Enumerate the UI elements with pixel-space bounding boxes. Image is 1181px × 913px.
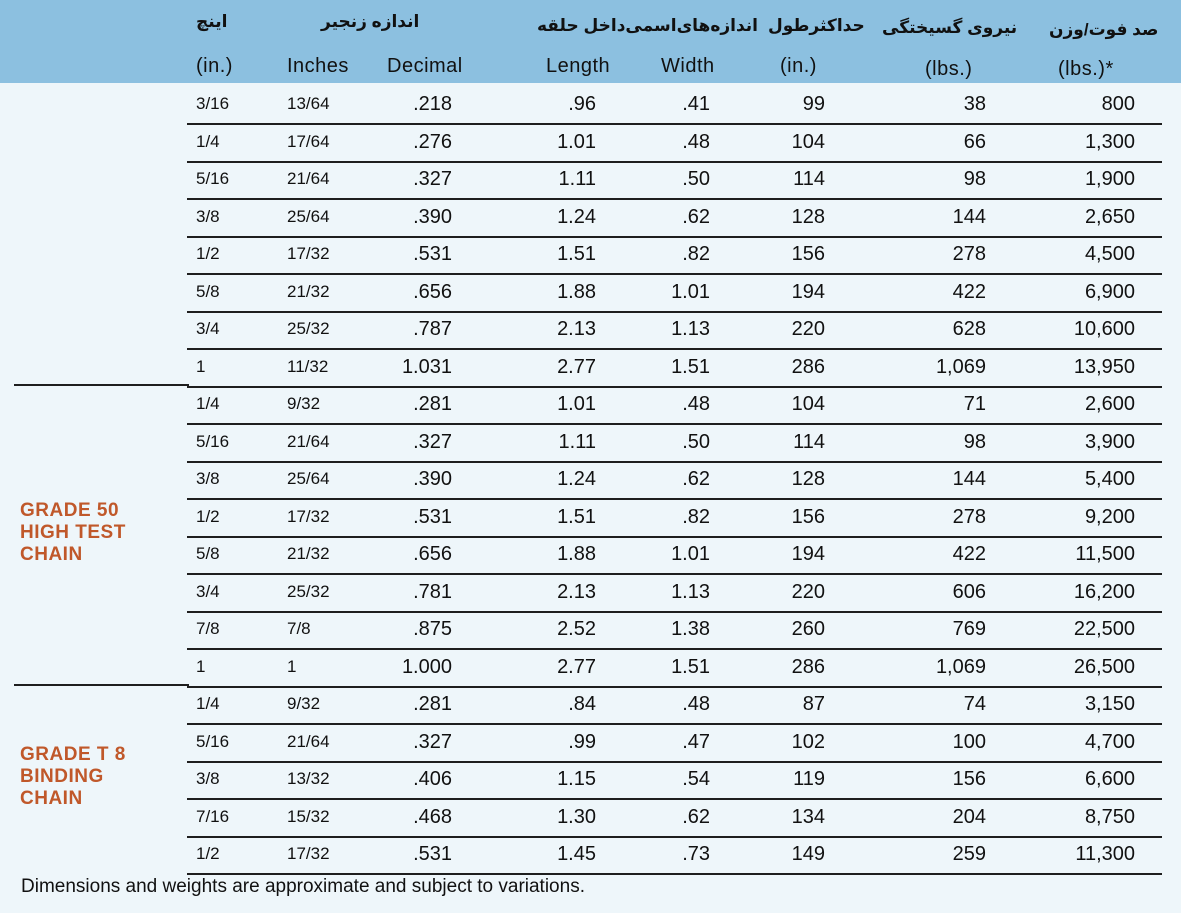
inside-length-cell: 2.52 [557, 618, 596, 640]
inside-length-cell: 1.88 [557, 280, 596, 303]
trade-size-inches-cell: 11/32 [287, 356, 329, 376]
nominal-inch-cell: 3/8 [196, 769, 220, 788]
header-lbs-star: (lbs.)* [1058, 58, 1114, 80]
header-length: Length [546, 55, 611, 77]
table-row [187, 574, 1162, 613]
weight-per-100ft-cell: 16,200 [1073, 580, 1135, 603]
weight-per-100ft-cell: 6,600 [1084, 768, 1135, 790]
header-decimal: Decimal [387, 55, 463, 77]
nominal-inch-cell: 7/16 [196, 806, 230, 826]
trade-size-inches-cell: 17/32 [287, 844, 330, 863]
trade-size-decimal-cell: .406 [413, 768, 452, 790]
nominal-inch-cell: 3/4 [196, 581, 220, 601]
inside-length-cell: 1.11 [558, 168, 596, 190]
table-row [187, 761, 1162, 800]
trade-size-inches-cell: 21/64 [287, 731, 330, 751]
nominal-inch-cell: 1/4 [196, 394, 220, 413]
inside-length-cell: 1.01 [557, 393, 596, 415]
trade-size-inches-cell: 25/32 [287, 319, 330, 338]
weight-per-100ft-cell: 26,500 [1073, 655, 1135, 678]
inside-width-cell: 1.38 [671, 618, 710, 640]
grade-label-line: GRADE T 8 [20, 743, 126, 765]
trade-size-decimal-cell: .787 [413, 318, 452, 340]
header-max-length-fa: حداکثرطول [768, 16, 865, 35]
max-length-cell: 99 [802, 93, 825, 115]
weight-per-100ft-cell: 1,900 [1084, 168, 1135, 190]
breaking-force-cell: 98 [963, 430, 986, 453]
table-row [187, 349, 1162, 388]
nominal-inch-cell: 1/2 [196, 506, 220, 526]
trade-size-decimal-cell: .281 [413, 693, 452, 715]
trade-size-decimal-cell: .327 [413, 730, 452, 753]
breaking-force-cell: 278 [952, 505, 986, 528]
inside-length-cell: .84 [568, 693, 596, 715]
breaking-force-cell: 156 [952, 768, 986, 790]
weight-per-100ft-cell: 3,150 [1084, 693, 1135, 715]
max-length-cell: 260 [791, 618, 825, 640]
table-row [187, 686, 1162, 725]
trade-size-decimal-cell: .327 [413, 168, 452, 190]
inside-width-cell: 1.13 [671, 580, 710, 603]
nominal-inch-cell: 5/8 [196, 281, 220, 301]
trade-size-inches-cell: 21/32 [287, 281, 330, 301]
inside-width-cell: .41 [682, 93, 710, 115]
header-in: (in.) [196, 55, 233, 77]
max-length-cell: 102 [791, 730, 825, 753]
nominal-inch-cell: 5/16 [196, 169, 230, 188]
breaking-force-cell: 71 [963, 393, 986, 415]
trade-size-decimal-cell: .468 [413, 805, 452, 828]
weight-per-100ft-cell: 2,600 [1084, 393, 1135, 415]
max-length-cell: 128 [791, 468, 825, 490]
inside-length-cell: 2.77 [557, 655, 596, 678]
trade-size-decimal-cell: .531 [413, 243, 452, 265]
table-row [187, 499, 1162, 538]
inside-width-cell: .82 [682, 243, 710, 265]
trade-size-decimal-cell: .531 [413, 505, 452, 528]
group-divider [14, 384, 189, 386]
trade-size-inches-cell: 21/64 [287, 169, 330, 188]
inside-length-cell: .99 [568, 730, 596, 753]
inside-length-cell: .96 [568, 93, 596, 115]
table-row [187, 424, 1162, 463]
max-length-cell: 286 [791, 655, 825, 678]
inside-width-cell: 1.51 [671, 655, 710, 678]
max-length-cell: 104 [791, 393, 825, 415]
trade-size-inches-cell: 17/32 [287, 506, 330, 526]
table-row [187, 611, 1162, 650]
weight-per-100ft-cell: 4,700 [1084, 730, 1135, 753]
breaking-force-cell: 606 [952, 580, 986, 603]
inside-length-cell: 2.77 [557, 355, 596, 378]
nominal-inch-cell: 3/8 [196, 206, 220, 226]
table-row [187, 536, 1162, 575]
breaking-force-cell: 1,069 [935, 355, 986, 378]
grade-label-line: CHAIN [20, 544, 83, 565]
breaking-force-cell: 38 [963, 93, 986, 115]
inside-length-cell: 1.30 [557, 805, 596, 828]
inside-width-cell: .82 [682, 505, 710, 528]
trade-size-inches-cell: 25/64 [287, 206, 330, 226]
weight-per-100ft-cell: 11,300 [1075, 843, 1135, 865]
inside-width-cell: .48 [682, 693, 710, 715]
breaking-force-cell: 1,069 [935, 655, 986, 678]
nominal-inch-cell: 1/2 [196, 844, 220, 863]
trade-size-inches-cell: 17/32 [287, 244, 330, 263]
inside-length-cell: 2.13 [557, 318, 596, 340]
trade-size-decimal-cell: 1.000 [401, 655, 452, 678]
trade-size-decimal-cell: .875 [413, 618, 452, 640]
trade-size-inches-cell: 17/64 [287, 131, 330, 151]
weight-per-100ft-cell: 22,500 [1073, 618, 1135, 640]
table-row [187, 86, 1162, 125]
breaking-force-cell: 204 [952, 805, 986, 828]
table-row [187, 199, 1162, 238]
trade-size-decimal-cell: .281 [413, 393, 452, 415]
inside-length-cell: 1.88 [557, 543, 596, 565]
table-row [187, 274, 1162, 313]
table-row [187, 311, 1162, 350]
max-length-cell: 149 [791, 843, 825, 865]
trade-size-inches-cell: 13/32 [287, 769, 330, 788]
nominal-inch-cell: 5/8 [196, 544, 220, 563]
max-length-cell: 114 [793, 430, 825, 453]
breaking-force-cell: 100 [952, 730, 986, 753]
inside-length-cell: 1.51 [557, 243, 596, 265]
inside-length-cell: 1.24 [557, 205, 596, 228]
weight-per-100ft-cell: 5,400 [1084, 468, 1135, 490]
inside-width-cell: .47 [682, 730, 710, 753]
trade-size-inches-cell: 25/64 [287, 469, 330, 488]
max-length-cell: 194 [791, 543, 825, 565]
breaking-force-cell: 628 [952, 318, 986, 340]
nominal-inch-cell: 1/4 [196, 131, 220, 151]
weight-per-100ft-cell: 4,500 [1084, 243, 1135, 265]
inside-length-cell: 1.11 [558, 430, 596, 453]
weight-per-100ft-cell: 3,900 [1084, 430, 1135, 453]
trade-size-inches-cell: 21/64 [287, 431, 330, 451]
table-row [187, 386, 1162, 425]
group-divider [14, 684, 189, 686]
header-chain-size-fa: اندازه زنجیر [321, 12, 420, 31]
table-row [187, 649, 1162, 688]
header-width: Width [661, 55, 715, 77]
inside-length-cell: 1.01 [557, 130, 596, 153]
max-length-cell: 220 [791, 580, 825, 603]
inside-width-cell: .48 [682, 393, 710, 415]
inside-width-cell: .54 [682, 768, 710, 790]
inside-length-cell: 1.24 [557, 468, 596, 490]
weight-per-100ft-cell: 11,500 [1075, 543, 1135, 565]
trade-size-inches-cell: 25/32 [287, 581, 330, 601]
header-inches: Inches [287, 55, 349, 77]
breaking-force-cell: 98 [963, 168, 986, 190]
table-row [187, 724, 1162, 763]
max-length-cell: 134 [791, 805, 825, 828]
max-length-cell: 114 [793, 168, 825, 190]
max-length-cell: 220 [791, 318, 825, 340]
nominal-inch-cell: 1 [196, 356, 206, 376]
weight-per-100ft-cell: 13,950 [1073, 355, 1135, 378]
grade-label-line: HIGH TEST [20, 522, 126, 543]
table-row [187, 836, 1162, 875]
weight-per-100ft-cell: 800 [1101, 93, 1135, 115]
breaking-force-cell: 769 [952, 618, 986, 640]
breaking-force-cell: 422 [952, 543, 986, 565]
header-max-in: (in.) [780, 55, 817, 77]
trade-size-inches-cell: 9/32 [287, 394, 321, 413]
weight-per-100ft-cell: 1,300 [1084, 130, 1135, 153]
grade-label-line: GRADE 50 [20, 500, 120, 521]
trade-size-inches-cell: 9/32 [287, 694, 321, 713]
inside-length-cell: 1.45 [557, 843, 596, 865]
trade-size-decimal-cell: .327 [413, 430, 452, 453]
header-inner-size-fa: اندازه‌های‌اسمی‌داخل حلقه [537, 16, 759, 35]
trade-size-decimal-cell: .390 [413, 468, 452, 490]
nominal-inch-cell: 3/16 [196, 94, 230, 113]
trade-size-inches-cell: 15/32 [287, 806, 330, 826]
inside-width-cell: .62 [682, 468, 710, 490]
inside-length-cell: 1.51 [557, 505, 596, 528]
table-row [187, 161, 1162, 200]
header-lbs: (lbs.) [925, 58, 973, 80]
inside-width-cell: .73 [682, 843, 710, 865]
inside-length-cell: 1.15 [557, 768, 596, 790]
nominal-inch-cell: 1 [196, 656, 206, 676]
weight-per-100ft-cell: 8,750 [1084, 805, 1135, 828]
max-length-cell: 286 [791, 355, 825, 378]
inside-width-cell: .50 [682, 168, 710, 190]
weight-per-100ft-cell: 2,650 [1084, 205, 1135, 228]
trade-size-decimal-cell: .276 [413, 130, 452, 153]
table-row [187, 236, 1162, 275]
inside-width-cell: 1.01 [671, 280, 710, 303]
inside-width-cell: .62 [682, 805, 710, 828]
inside-width-cell: 1.51 [671, 355, 710, 378]
inside-width-cell: .50 [682, 430, 710, 453]
max-length-cell: 104 [791, 130, 825, 153]
trade-size-decimal-cell: .218 [413, 93, 452, 115]
footnote: Dimensions and weights are approximate and subject to variations. [21, 876, 585, 897]
trade-size-decimal-cell: .531 [413, 843, 452, 865]
max-length-cell: 87 [802, 693, 825, 715]
grade-label [20, 744, 126, 810]
breaking-force-cell: 259 [952, 843, 986, 865]
nominal-inch-cell: 7/8 [196, 619, 220, 638]
table-row [187, 799, 1162, 838]
breaking-force-cell: 144 [952, 205, 986, 228]
trade-size-decimal-cell: .656 [413, 280, 452, 303]
nominal-inch-cell: 3/4 [196, 319, 220, 338]
max-length-cell: 119 [793, 768, 825, 790]
nominal-inch-cell: 5/16 [196, 731, 230, 751]
inside-width-cell: 1.01 [671, 543, 710, 565]
max-length-cell: 128 [791, 205, 825, 228]
table-row [187, 124, 1162, 163]
breaking-force-cell: 278 [952, 243, 986, 265]
trade-size-decimal-cell: .656 [413, 543, 452, 565]
nominal-inch-cell: 1/4 [196, 694, 220, 713]
breaking-force-cell: 66 [963, 130, 986, 153]
trade-size-decimal-cell: 1.031 [401, 355, 452, 378]
trade-size-decimal-cell: .390 [413, 205, 452, 228]
max-length-cell: 194 [791, 280, 825, 303]
header-inch-fa: اینچ [196, 12, 228, 31]
nominal-inch-cell: 5/16 [196, 431, 230, 451]
table-header [0, 0, 1181, 83]
max-length-cell: 156 [791, 505, 825, 528]
weight-per-100ft-cell: 6,900 [1084, 280, 1135, 303]
grade-label [20, 500, 126, 566]
table-row [187, 461, 1162, 500]
breaking-force-cell: 144 [952, 468, 986, 490]
header-breaking-force-fa: نیروی گسیختگی [882, 18, 1018, 37]
grade-label-line: CHAIN [20, 787, 83, 809]
trade-size-inches-cell: 13/64 [287, 94, 330, 113]
inside-width-cell: .62 [682, 205, 710, 228]
nominal-inch-cell: 1/2 [196, 244, 220, 263]
weight-per-100ft-cell: 10,600 [1073, 318, 1135, 340]
trade-size-inches-cell: 1 [287, 656, 297, 676]
inside-width-cell: 1.13 [671, 318, 710, 340]
breaking-force-cell: 74 [963, 693, 986, 715]
inside-length-cell: 2.13 [557, 580, 596, 603]
breaking-force-cell: 422 [952, 280, 986, 303]
max-length-cell: 156 [791, 243, 825, 265]
weight-per-100ft-cell: 9,200 [1084, 505, 1135, 528]
header-weight-fa: صد فوت/وزن [1049, 20, 1159, 39]
trade-size-inches-cell: 7/8 [287, 619, 311, 638]
trade-size-decimal-cell: .781 [413, 580, 452, 603]
inside-width-cell: .48 [682, 130, 710, 153]
grade-label-line: BINDING [20, 765, 104, 787]
nominal-inch-cell: 3/8 [196, 469, 220, 488]
trade-size-inches-cell: 21/32 [287, 544, 330, 563]
